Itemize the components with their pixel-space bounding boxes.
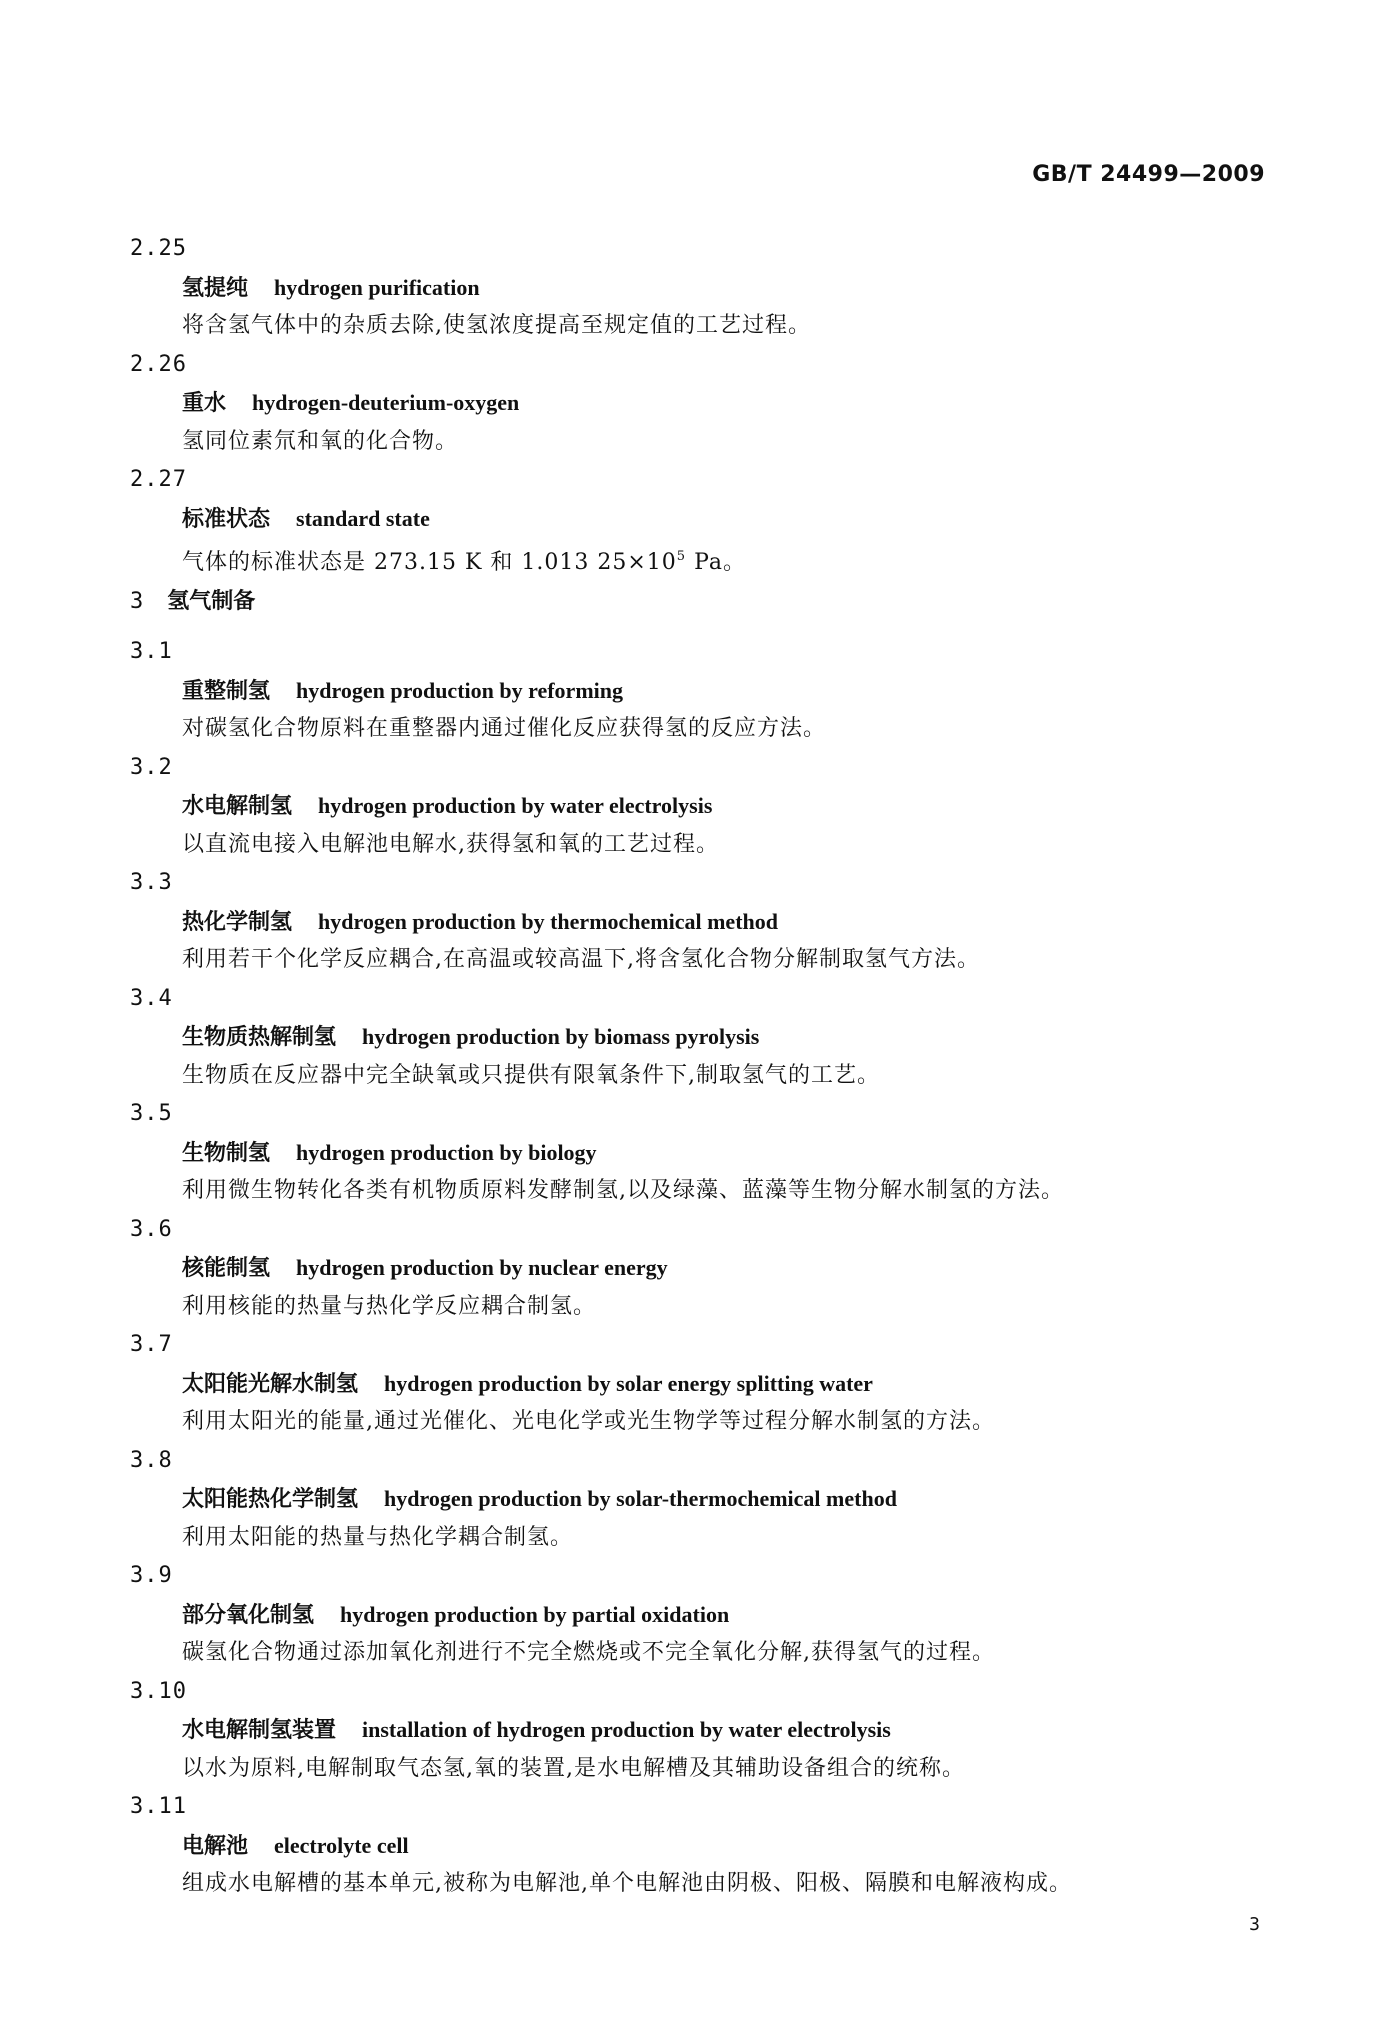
term-number: 3.1 — [130, 639, 173, 664]
term-en: hydrogen production by water electrolysis — [318, 793, 713, 818]
term-zh: 水电解制氢装置 — [182, 1718, 337, 1743]
term-heading — [130, 500, 1280, 539]
term-zh: 水电解制氢 — [182, 794, 293, 819]
term-number: 2.27 — [130, 467, 187, 492]
term-number: 3.6 — [130, 1216, 173, 1242]
term-en: hydrogen production by biomass pyrolysis — [362, 1024, 760, 1049]
term-entry — [130, 864, 1280, 980]
section-title: 氢气制备 — [167, 588, 256, 614]
term-definition: 利用若干个化学反应耦合,在高温或较高温下,将含氢化合物分解制取氢气方法。 — [182, 947, 980, 972]
section-heading — [130, 583, 1280, 622]
term-zh: 生物制氢 — [182, 1140, 271, 1166]
definition-text: Pa。 — [686, 550, 747, 575]
term-entry-2-26 — [130, 346, 1280, 462]
term-zh: 太阳能光解水制氢 — [182, 1371, 359, 1397]
term-definition: 以水为原料,电解制取气态氢,氧的装置,是水电解槽及其辅助设备组合的统称。 — [182, 1755, 965, 1781]
term-heading — [130, 1480, 1280, 1519]
standard-code: GB/T 24499—2009 — [1032, 162, 1265, 187]
term-heading — [130, 672, 1280, 711]
term-entry — [130, 1211, 1280, 1327]
term-definition: 氢同位素氘和氧的化合物。 — [182, 428, 459, 454]
term-number: 3.5 — [130, 1101, 173, 1126]
term-number: 3.7 — [130, 1332, 173, 1357]
term-heading — [130, 787, 1280, 826]
term-number: 3.8 — [130, 1447, 173, 1473]
term-heading — [130, 1134, 1280, 1173]
page-number: 3 — [1249, 1914, 1260, 1935]
term-entry — [130, 633, 1280, 749]
term-entry — [130, 1673, 1280, 1789]
term-en: hydrogen production by thermochemical method — [318, 908, 778, 934]
term-number: 3.9 — [130, 1563, 173, 1588]
term-zh: 电解池 — [182, 1833, 249, 1859]
term-en: standard state — [296, 505, 430, 531]
term-zh: 重整制氢 — [182, 678, 271, 704]
term-heading — [130, 1018, 1280, 1057]
term-heading — [130, 1365, 1280, 1404]
term-heading — [130, 1596, 1280, 1635]
term-definition: 碳氢化合物通过添加氧化剂进行不完全燃烧或不完全氧化分解,获得氢气的过程。 — [182, 1640, 995, 1665]
term-entry — [130, 1442, 1280, 1558]
term-heading — [130, 384, 1280, 423]
term-en: hydrogen production by solar energy splitting water — [384, 1370, 873, 1396]
term-zh: 生物质热解制氢 — [182, 1025, 337, 1050]
term-en: hydrogen production by partial oxidation — [340, 1601, 730, 1627]
term-heading — [130, 1249, 1280, 1288]
term-zh: 标准状态 — [182, 506, 271, 532]
term-entry-2-27 — [130, 461, 1280, 577]
term-definition: 利用核能的热量与热化学反应耦合制氢。 — [182, 1293, 597, 1319]
term-heading — [130, 903, 1280, 942]
term-entry — [130, 1326, 1280, 1442]
term-definition — [130, 538, 1280, 577]
definition-text: 气体的标准状态是 273.15 K 和 1.013 25×10 — [182, 550, 677, 575]
term-definition: 利用微生物转化各类有机物质原料发酵制氢,以及绿藻、蓝藻等生物分解水制氢的方法。 — [182, 1178, 1064, 1203]
term-number: 2.25 — [130, 236, 187, 261]
term-en: hydrogen production by reforming — [296, 677, 623, 703]
term-definition: 利用太阳光的能量,通过光催化、光电化学或光生物学等过程分解水制氢的方法。 — [182, 1409, 995, 1434]
term-en: installation of hydrogen production by water electrolysis — [362, 1717, 891, 1742]
term-entry — [130, 1095, 1280, 1211]
term-en: hydrogen-deuterium-oxygen — [252, 390, 520, 415]
exponent: 5 — [676, 549, 687, 564]
term-number: 2.26 — [130, 351, 187, 377]
term-en: hydrogen production by biology — [296, 1139, 597, 1165]
term-zh: 热化学制氢 — [182, 909, 293, 935]
term-number: 3.2 — [130, 754, 173, 780]
term-number: 3.11 — [130, 1794, 187, 1819]
term-definition: 以直流电接入电解池电解水,获得氢和氧的工艺过程。 — [182, 831, 719, 857]
term-number: 3.4 — [130, 985, 173, 1011]
term-entry — [130, 1788, 1280, 1904]
section-number: 3 — [130, 588, 144, 614]
term-definition: 对碳氢化合物原料在重整器内通过催化反应获得氢的反应方法。 — [182, 716, 827, 741]
term-definition: 利用太阳能的热量与热化学耦合制氢。 — [182, 1524, 574, 1550]
term-definition: 组成水电解槽的基本单元,被称为电解池,单个电解池由阴极、阳极、隔膜和电解液构成。 — [182, 1871, 1072, 1896]
term-entry-2-25 — [130, 230, 1280, 346]
term-entry — [130, 1557, 1280, 1673]
document-body — [130, 230, 1280, 1904]
term-zh: 太阳能热化学制氢 — [182, 1487, 359, 1512]
term-definition: 生物质在反应器中完全缺氧或只提供有限氧条件下,制取氢气的工艺。 — [182, 1062, 880, 1088]
term-number: 3.10 — [130, 1678, 187, 1704]
term-list — [130, 633, 1280, 1904]
term-en: electrolyte cell — [274, 1832, 409, 1858]
term-en: hydrogen production by solar-thermochemical method — [384, 1486, 897, 1511]
term-en: hydrogen purification — [274, 274, 480, 300]
term-zh: 氢提纯 — [182, 275, 249, 301]
term-en: hydrogen production by nuclear energy — [296, 1255, 668, 1280]
term-heading — [130, 269, 1280, 308]
term-heading — [130, 1711, 1280, 1750]
term-entry — [130, 980, 1280, 1096]
term-definition: 将含氢气体中的杂质去除,使氢浓度提高至规定值的工艺过程。 — [182, 313, 811, 338]
term-number: 3.3 — [130, 870, 173, 895]
term-zh: 核能制氢 — [182, 1256, 271, 1281]
term-zh: 重水 — [182, 391, 227, 416]
term-entry — [130, 749, 1280, 865]
term-heading — [130, 1827, 1280, 1866]
term-zh: 部分氧化制氢 — [182, 1602, 315, 1628]
